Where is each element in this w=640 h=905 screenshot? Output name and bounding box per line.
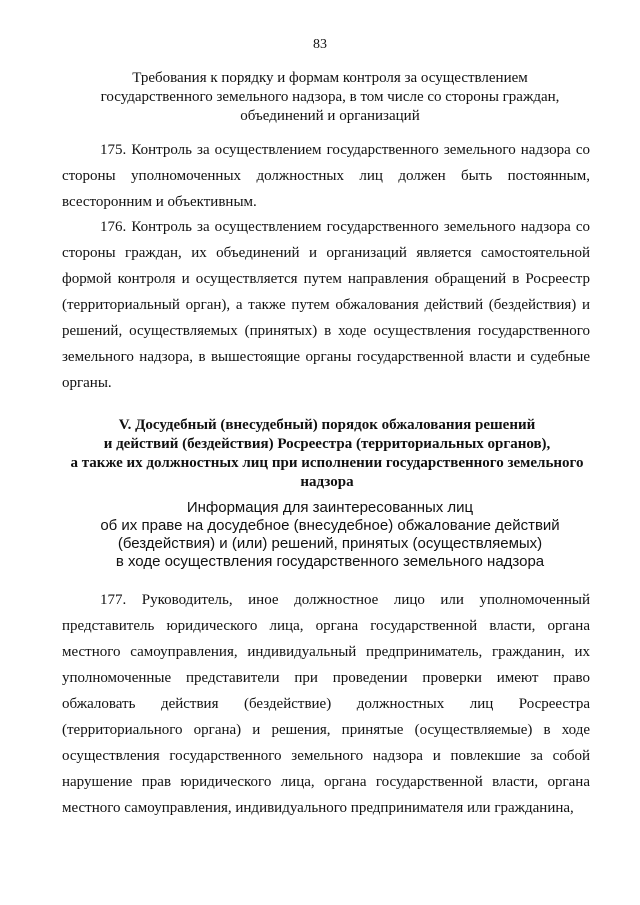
info-line: об их праве на досудебное (внесудебное) обжалование действий bbox=[100, 517, 560, 534]
section-title bbox=[60, 416, 594, 492]
info-line: Информация для заинтересованных лиц bbox=[186, 499, 474, 516]
heading-line: Требования к порядку и формам контроля за осуществлением bbox=[132, 70, 528, 86]
section-title-line: надзора bbox=[300, 474, 354, 490]
info-line: (бездействия) и (или) решений, принятых (осуществляемых) bbox=[117, 535, 543, 552]
page-number: 83 bbox=[313, 37, 327, 52]
section-title-line: V. Досудебный (внесудебный) порядок обжалования решений bbox=[118, 417, 536, 433]
section-title-line: и действий (бездействия) Росреестра (территориальных органов), bbox=[103, 436, 551, 452]
info-line: в ходе осуществления государственного земельного надзора bbox=[115, 553, 545, 570]
heading-line: объединений и организаций bbox=[240, 108, 420, 124]
heading-line: государственного земельного надзора, в том числе со стороны граждан, bbox=[100, 89, 560, 105]
paragraph-175: 175. Контроль за осуществлением государственного земельного надзора со стороны уполномоченных должностных лиц должен быть постоянным, всесторонним и объективным. bbox=[62, 142, 590, 210]
paragraph-176: 176. Контроль за осуществлением государственного земельного надзора со стороны граждан, их объединений и организаций является самостоятельной формой контроля и осуществляется путем направления обращений в Росреестр (территориальный орган), а также путем обжалования действий (бездействия) и решений, осуществляемых (принятых) в ходе осуществления государственного земельного надзора, в вышестоящие органы государственной власти и судебные органы. bbox=[62, 219, 590, 391]
section-title-line: а также их должностных лиц при исполнении государственного земельного bbox=[70, 455, 584, 471]
page-heading bbox=[70, 69, 590, 126]
info-subheading bbox=[80, 499, 580, 571]
paragraph-177: 177. Руководитель, иное должностное лицо или уполномоченный представитель юридического лица, органа государственной власти, органа местного самоуправления, индивидуальный предприниматель, гражданин, их уполномоченные представители при проведении проверки имеют право обжаловать действия (бездействие) должностных лиц Росреестра (территориального органа) и решения, принятые (осуществляемые) в ходе осуществления государственного земельного надзора и повлекшие за собой нарушение прав юридического лица, органа государственной власти, органа местного самоуправления, индивидуального предпринимателя или гражданина, bbox=[62, 592, 590, 816]
